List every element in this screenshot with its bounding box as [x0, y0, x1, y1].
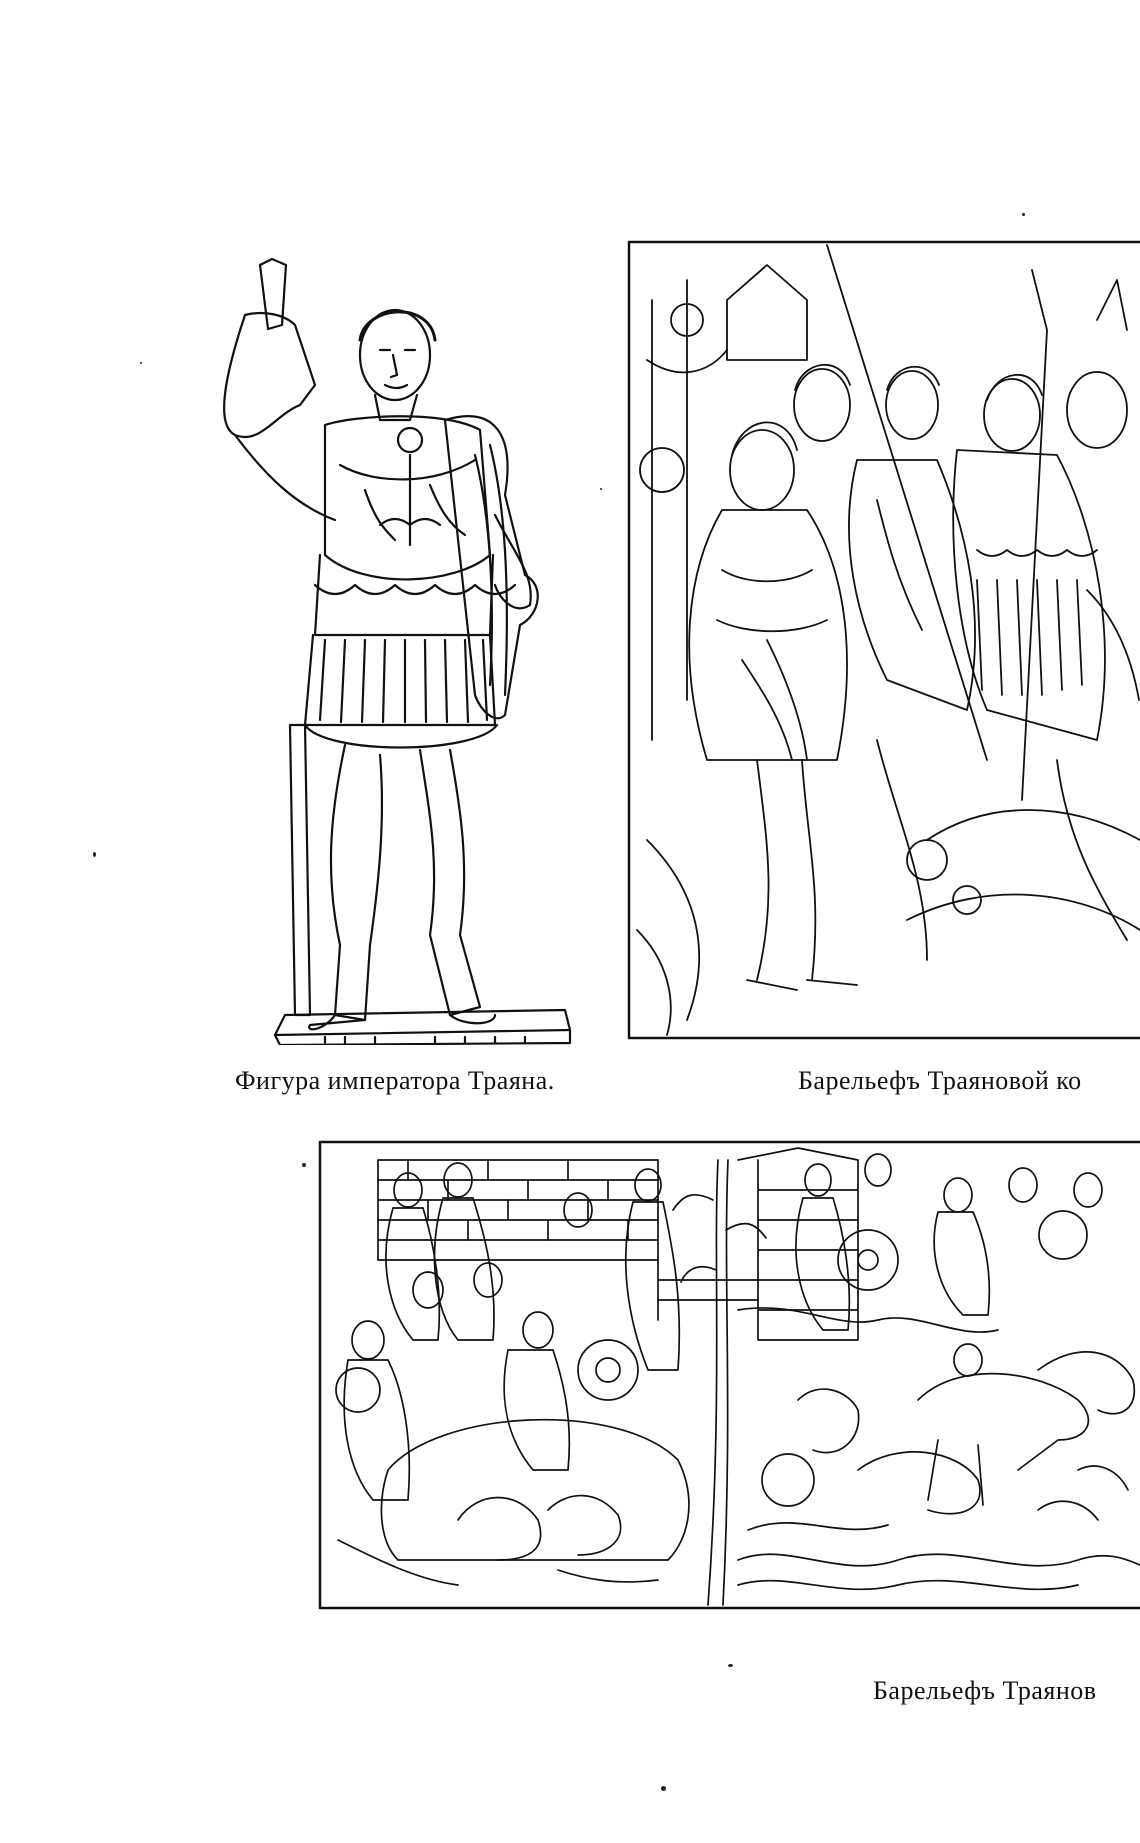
relief-engraving-icon	[318, 1140, 1140, 1610]
scan-speck	[728, 1664, 733, 1667]
caption-relief-column-top: Барельефъ Траяновой ко	[798, 1066, 1082, 1095]
relief-engraving-icon	[627, 240, 1140, 1040]
scan-speck	[1022, 213, 1025, 216]
figure-trajan-statue	[205, 255, 585, 1045]
caption-trajan-statue: Фигура императора Траяна.	[235, 1066, 555, 1095]
figure-relief-column-top	[627, 240, 1140, 1040]
statue-engraving-icon	[205, 255, 585, 1045]
scan-speck	[140, 362, 142, 364]
scan-speck	[600, 488, 602, 490]
caption-relief-column-bottom: Барельефъ Траянов	[873, 1676, 1097, 1705]
scan-speck	[302, 1163, 306, 1167]
figure-relief-column-bottom	[318, 1140, 1140, 1610]
scan-speck	[93, 852, 96, 857]
scan-speck	[661, 1786, 666, 1791]
